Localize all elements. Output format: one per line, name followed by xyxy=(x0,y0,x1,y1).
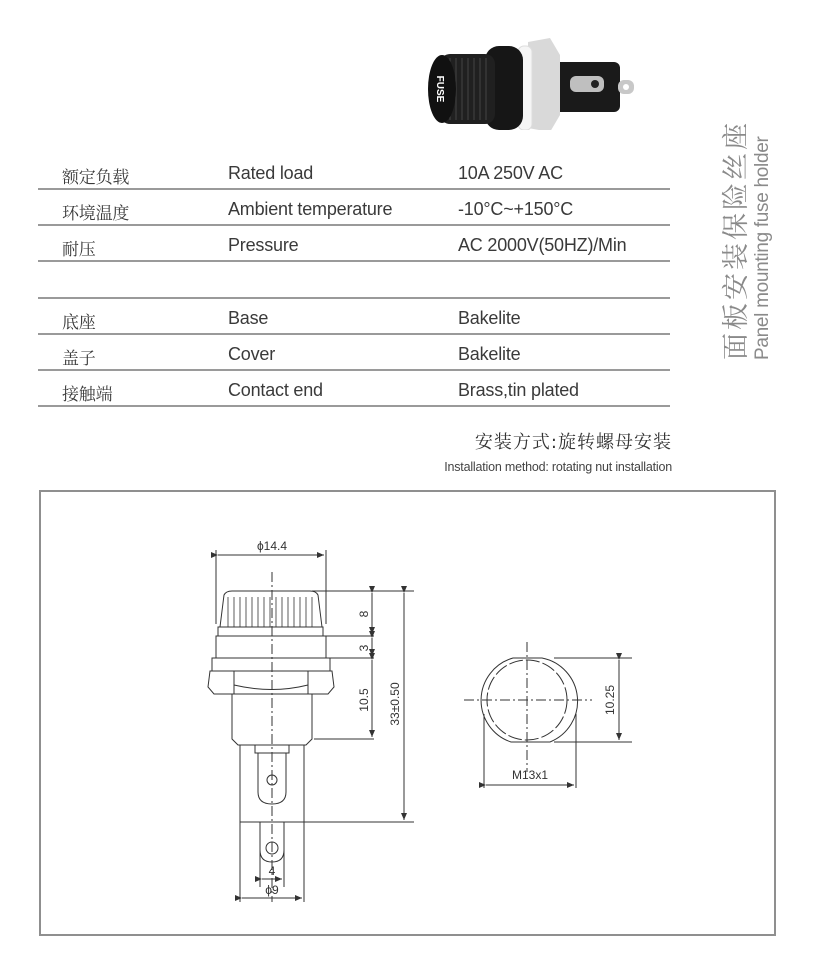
spec-label-en: Rated load xyxy=(228,163,314,183)
spec-value: Brass,tin plated xyxy=(458,380,579,400)
spec-row-base xyxy=(38,299,670,335)
installation-zh: 安装方式:旋转螺母安装 xyxy=(474,432,672,453)
dim-flange-height: 3 xyxy=(357,644,371,652)
spec-row-rated-load xyxy=(38,154,670,190)
side-title-en: Panel mounting fuse holder xyxy=(752,136,773,360)
side-title xyxy=(722,102,782,362)
dim-cap-height: 8 xyxy=(357,610,371,618)
spec-value: Bakelite xyxy=(458,344,521,364)
dim-cap-diameter: ϕ14.4 xyxy=(256,539,288,553)
spec-table xyxy=(38,154,670,407)
spec-label-zh: 盖子 xyxy=(62,349,96,369)
spec-label-en: Pressure xyxy=(228,235,299,255)
dim-lug-width: 4 xyxy=(268,864,276,878)
spec-value: AC 2000V(50HZ)/Min xyxy=(458,235,627,255)
dim-thread-size: M13x1 xyxy=(511,768,549,782)
technical-drawing-frame xyxy=(39,490,776,936)
installation-en: Installation method: rotating nut installation xyxy=(444,460,672,474)
spec-row-ambient-temperature xyxy=(38,190,670,226)
dim-panel-cutout-flat: 10.25 xyxy=(603,684,617,716)
spec-row-spacer xyxy=(38,262,670,299)
spec-row-pressure xyxy=(38,226,670,262)
spec-label-en: Cover xyxy=(228,344,276,364)
spec-label-en: Ambient temperature xyxy=(228,199,393,219)
spec-value: Bakelite xyxy=(458,308,521,328)
dim-thread-length: 10.5 xyxy=(357,688,371,712)
spec-row-contact-end xyxy=(38,371,670,407)
spec-label-zh: 接触端 xyxy=(62,385,113,405)
spec-label-en: Base xyxy=(228,308,269,328)
spec-label-zh: 额定负载 xyxy=(62,168,130,188)
spec-value: -10°C~+150°C xyxy=(458,199,574,219)
dim-body-diameter: ϕ9 xyxy=(265,883,279,897)
technical-drawing xyxy=(41,492,778,938)
dim-total-length: 33±0.50 xyxy=(388,682,402,726)
spec-row-cover xyxy=(38,335,670,371)
spec-label-zh: 底座 xyxy=(62,313,96,333)
side-title-zh: 面板安装保险丝座 xyxy=(721,120,752,360)
installation-method xyxy=(444,428,672,474)
fuse-marking: FUSE xyxy=(434,75,445,103)
product-photo xyxy=(400,20,640,130)
spec-label-zh: 耐压 xyxy=(62,240,96,260)
spec-value: 10A 250V AC xyxy=(458,163,563,183)
spec-label-zh: 环境温度 xyxy=(62,204,130,224)
spec-label-en: Contact end xyxy=(228,380,323,400)
